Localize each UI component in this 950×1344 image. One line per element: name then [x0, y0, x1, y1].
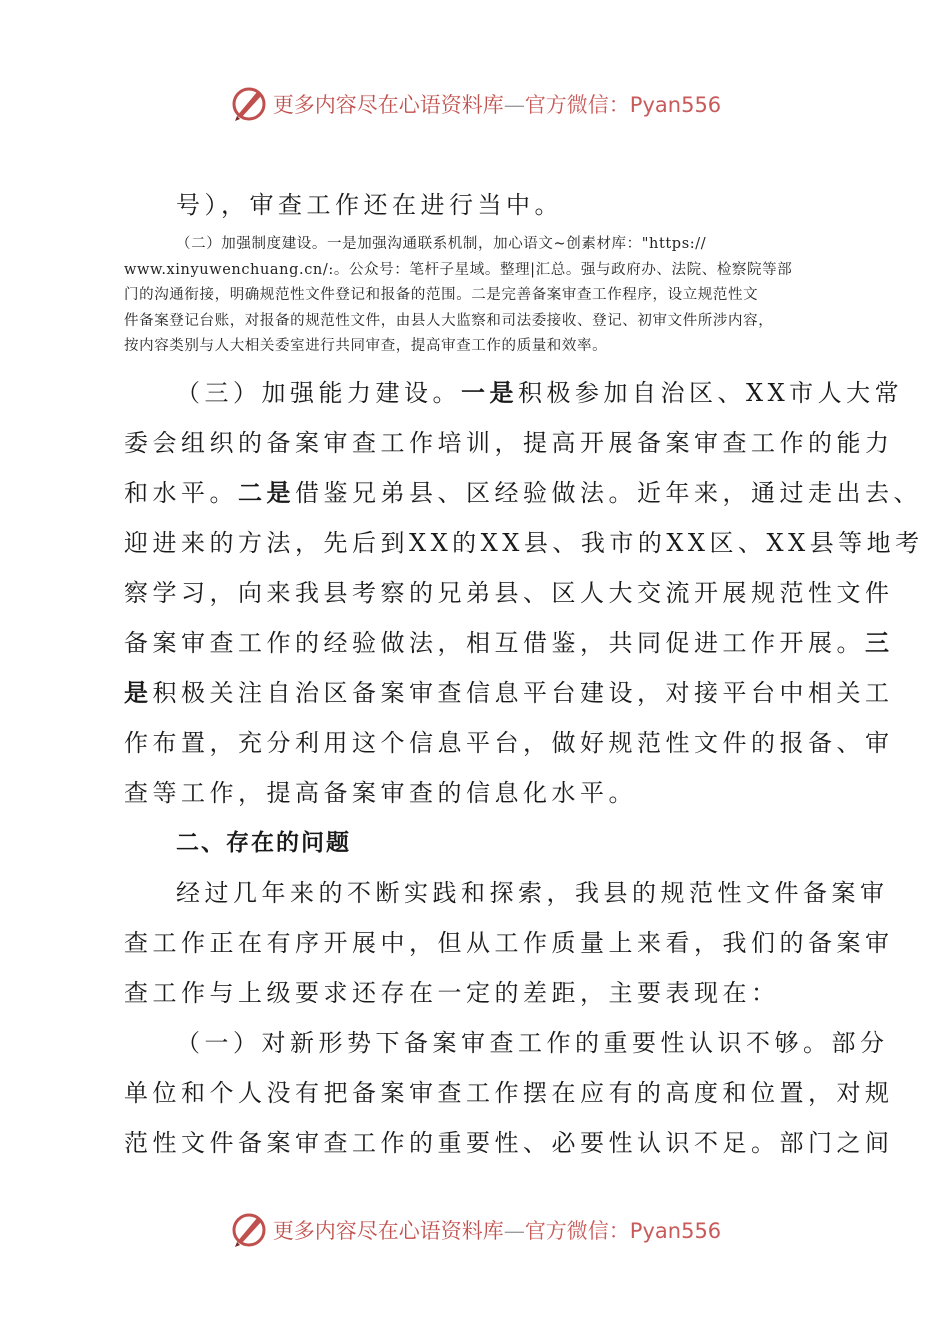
paragraph-capacity-building: （三）加强能力建设。一是积极参加自治区、XX市人大常 委会组织的备案审查工作培训，提高开展备案审查工作的能力 和水平。二是借鉴兄弟县、区经验做法。近年来，通过走出去、 迎进来的方法，先后到XX的XX县、我市的XX区、XX县等地考 察学习，向来我县考察的兄弟县、区人大交流开展规范性文件 备案审查工作的经验做法，相互借鉴，共同促进工作开展。三 是积极关注自治区备案审查信息平台建设，对接平台中相关工 作布置，充分利用这个信息平台，做好规范性文件的报备、审 查等工作，提高备案审查的信息化水平。 — [124, 377, 924, 807]
section-heading-problems: 二、存在的问题 — [176, 829, 351, 856]
paragraph-continuation: 号），审查工作还在进行当中。 — [176, 191, 563, 219]
pen-circle-icon — [229, 84, 269, 124]
paragraph-problem-one: （一）对新形势下备案审查工作的重要性认识不够。部分 单位和个人没有把备案审查工作摆在应有的高度和位置，对规 范性文件备案审查工作的重要性、必要性认识不足。部门之间 — [124, 1028, 894, 1157]
header-banner — [0, 82, 950, 126]
document-body — [124, 180, 924, 1168]
banner-text: 更多内容尽在心语资料库—官方微信：Pyan556 — [272, 93, 722, 117]
small-print-paragraph: （二）加强制度建设。一是加强沟通联系机制，加心语文~创素材库："https:// www.xinyuwenchuang.cn/:。公众号：笔杆子星域。整理|汇总。强与政府办、法院、检察院等部 门的沟通衔接，明确规范性文件登记和报备的范围。二是完善备案审查工作程序，设立规范性文 件备案登记台账，对报备的规范性文件，由县人大监察和司法委接收、登记、初审文件所涉内容， 按内容类别与人大相关委室进行共同审查，提高审查工作的质量和效率。 — [124, 236, 793, 354]
paragraph-problems-intro: 经过几年来的不断实践和探索，我县的规范性文件备案审 查工作正在有序开展中，但从工作质量上来看，我们的备案审 查工作与上级要求还存在一定的差距，主要表现在： — [124, 878, 894, 1007]
footer-banner — [0, 1208, 950, 1252]
banner-text: 更多内容尽在心语资料库—官方微信：Pyan556 — [272, 1219, 722, 1243]
pen-circle-icon — [229, 1210, 269, 1250]
